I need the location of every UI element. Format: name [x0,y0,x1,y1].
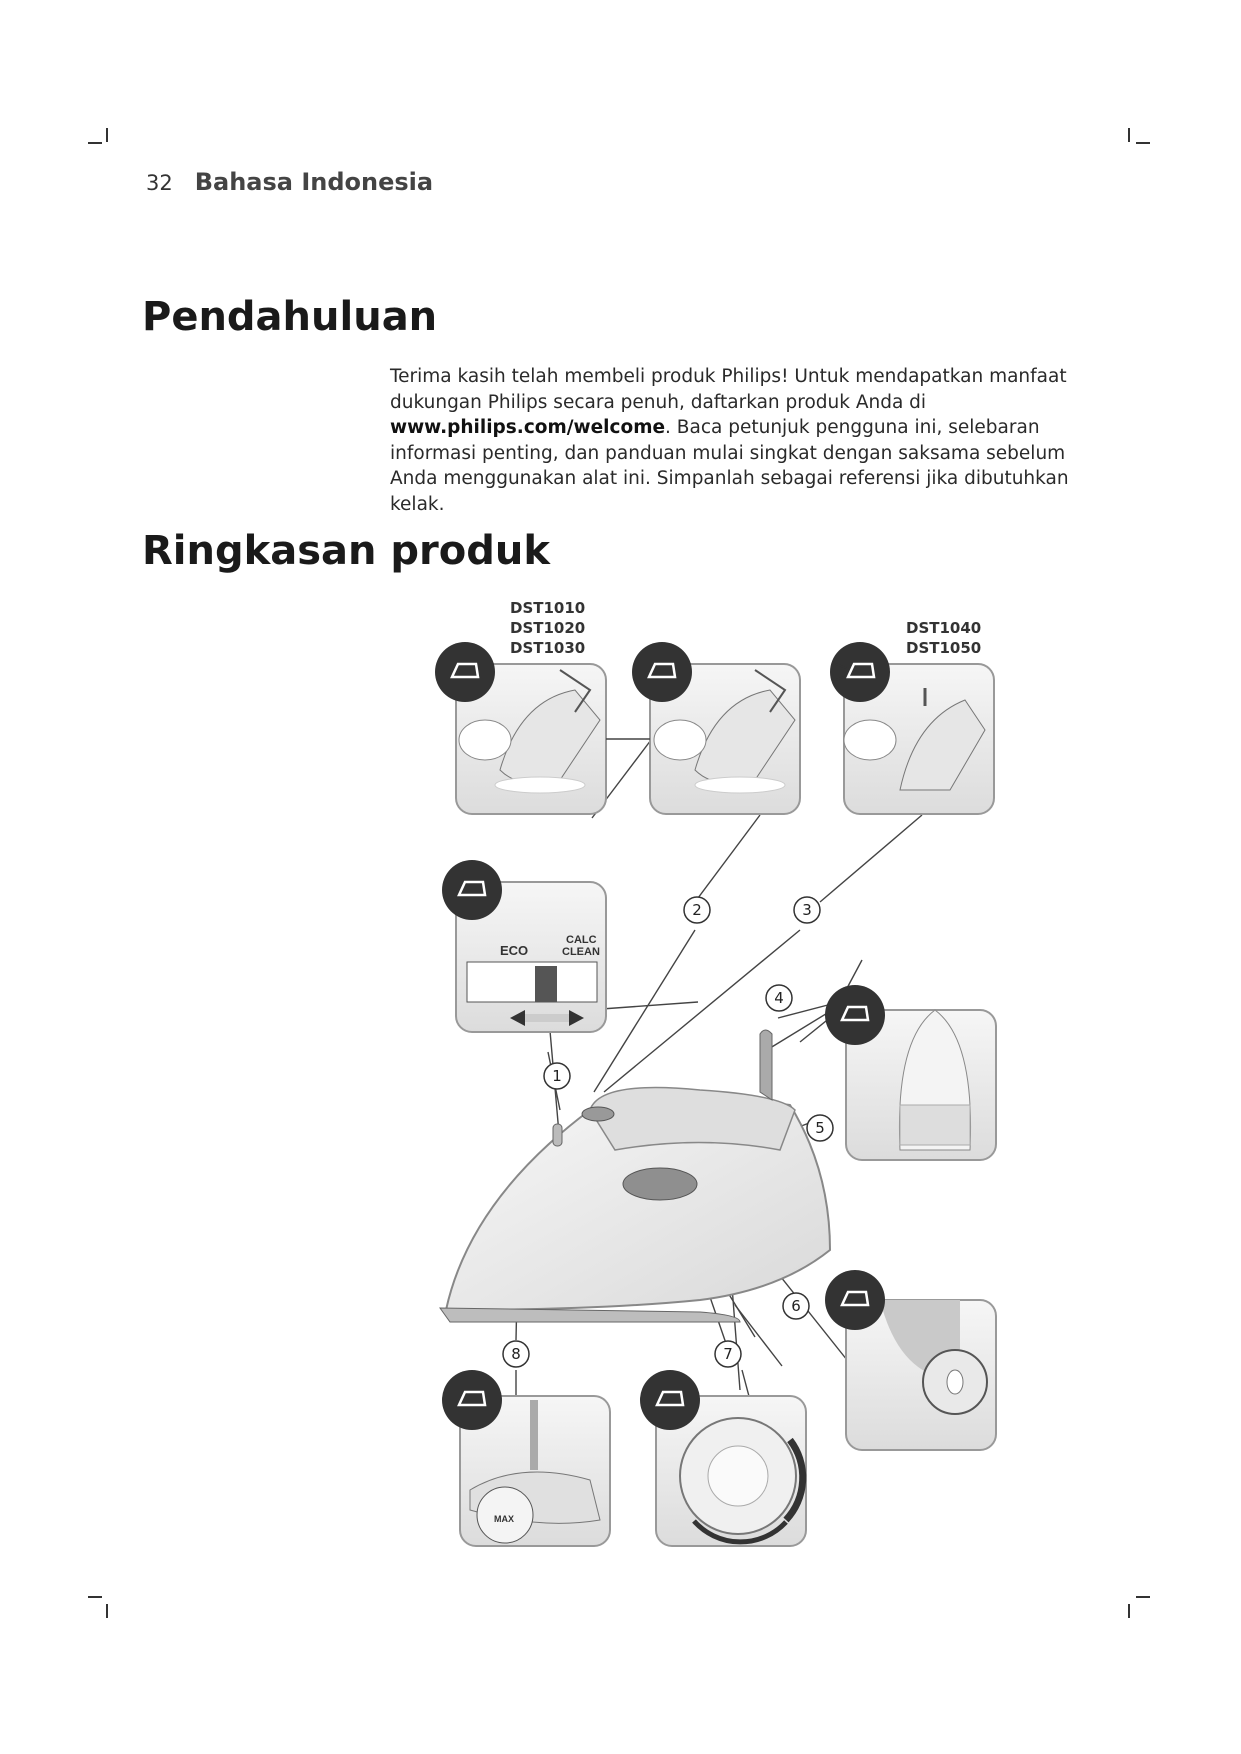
callout-8: 8 [511,1345,521,1363]
callout-6: 6 [791,1297,801,1315]
model-id: DST1040 [906,619,982,637]
callout-5: 5 [815,1119,825,1137]
callout-2: 2 [692,901,702,919]
callout-7: 7 [723,1345,733,1363]
panel-soleplate [825,985,996,1160]
panel-steam-dst1010 [435,642,606,814]
intro-text-1: Terima kasih telah membeli produk Philips! Untuk mendapatkan manfaat dukungan Philips secara penuh, daftarkan produk Anda di [390,366,1067,413]
intro-heading: Pendahuluan [142,294,438,340]
panel-steam-boost [606,642,800,814]
model-id: DST1050 [906,639,982,657]
panel-steam-slider [442,860,606,1032]
intro-link[interactable]: www.philips.com/welcome [390,417,666,438]
page-number: 32 [146,171,173,195]
page-language: Bahasa Indonesia [194,168,434,196]
overview-heading: Ringkasan produk [142,528,550,574]
panel-handle-detail [825,1270,996,1450]
model-id: DST1010 [510,599,586,617]
callout-4: 4 [774,989,784,1007]
callout-1: 1 [552,1067,562,1085]
water-max-label: MAX [494,1514,514,1524]
model-id: DST1030 [510,639,586,657]
callout-3: 3 [802,901,812,919]
panel-spray-dst1040 [830,642,994,814]
eco-label: ECO [500,943,529,958]
panel-temperature-dial [640,1370,806,1546]
panel-water-fill [442,1370,610,1546]
clean-label: CLEAN [562,946,600,958]
model-id: DST1020 [510,619,586,637]
calc-label: CALC [566,934,597,946]
intro-text-2: . Baca petunjuk pengguna ini, selebaran informasi penting, dan panduan mulai singkat dengan saksama sebelum Anda menggunakan alat ini. Simpanlah sebagai referensi jika dibutuhkan kelak. [390,417,1069,515]
steam-iron [440,1030,830,1322]
